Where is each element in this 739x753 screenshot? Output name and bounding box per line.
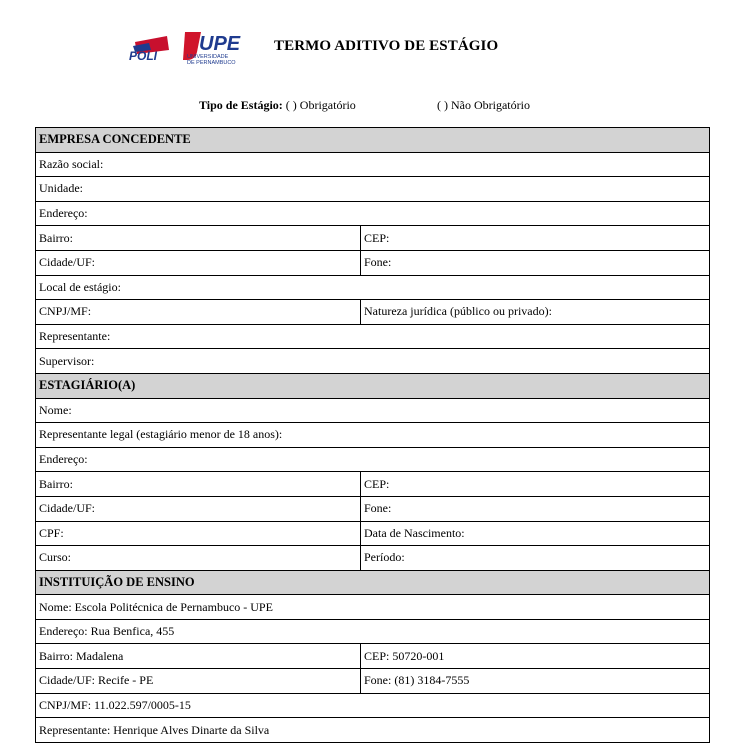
form-row [36, 595, 710, 620]
form-row [36, 324, 710, 349]
form-field[interactable]: CNPJ/MF: [36, 300, 361, 325]
logo-upe-sub2: DE PERNAMBUCO [187, 60, 236, 66]
form-field[interactable]: Razão social: [36, 152, 710, 177]
document-title: TERMO ADITIVO DE ESTÁGIO [274, 38, 499, 54]
form-field[interactable]: Cidade/UF: Recife - PE [36, 669, 361, 694]
form-row [36, 619, 710, 644]
form-row [36, 423, 710, 448]
form-row [36, 718, 710, 743]
form-field[interactable]: Nome: [36, 398, 710, 423]
form-field[interactable]: Bairro: Madalena [36, 644, 361, 669]
form-field[interactable]: Unidade: [36, 177, 710, 202]
form-row [36, 669, 710, 694]
form-row [36, 201, 710, 226]
form-field[interactable]: CEP: [361, 226, 710, 251]
form-field[interactable]: Nome: Escola Politécnica de Pernambuco - UPE [36, 595, 710, 620]
logo-upe-sub1: UNIVERSIDADE [187, 54, 229, 60]
form-row [36, 693, 710, 718]
form-field[interactable]: Período: [361, 546, 710, 571]
form-row [36, 177, 710, 202]
section-title: EMPRESA CONCEDENTE [36, 128, 710, 153]
form-field[interactable]: CEP: 50720-001 [361, 644, 710, 669]
option-obrigatorio[interactable]: ( ) Obrigatório [285, 98, 356, 112]
form-field[interactable]: Representante: Henrique Alves Dinarte da Silva [36, 718, 710, 743]
form-row [36, 546, 710, 571]
form-field[interactable]: Curso: [36, 546, 361, 571]
poli-upe-logo [127, 30, 249, 66]
form-field[interactable]: Cidade/UF: [36, 496, 361, 521]
form-row [36, 275, 710, 300]
form-field[interactable]: Representante: [36, 324, 710, 349]
form-field[interactable]: Endereço: [36, 201, 710, 226]
form-field[interactable]: CEP: [361, 472, 710, 497]
form-row [36, 398, 710, 423]
form-row [36, 226, 710, 251]
section-header [36, 570, 710, 595]
form-row [36, 521, 710, 546]
form-field[interactable]: Local de estágio: [36, 275, 710, 300]
form-field[interactable]: Supervisor: [36, 349, 710, 374]
form-field[interactable]: Fone: [361, 250, 710, 275]
form-field[interactable]: Bairro: [36, 472, 361, 497]
form-row [36, 472, 710, 497]
form-field[interactable]: Data de Nascimento: [361, 521, 710, 546]
form-field[interactable]: Fone: (81) 3184-7555 [361, 669, 710, 694]
tipo-estagio [199, 98, 356, 113]
form-table [35, 127, 710, 743]
form-row [36, 300, 710, 325]
form-field[interactable]: Endereço: Rua Benfica, 455 [36, 619, 710, 644]
section-title: ESTAGIÁRIO(A) [36, 373, 710, 398]
form-field[interactable]: Fone: [361, 496, 710, 521]
form-row [36, 447, 710, 472]
logo-poli-text: POLI [129, 49, 158, 63]
option-nao-obrigatorio[interactable]: ( ) Não Obrigatório [437, 98, 530, 112]
form-field[interactable]: CNPJ/MF: 11.022.597/0005-15 [36, 693, 710, 718]
form-row [36, 644, 710, 669]
form-field[interactable]: Representante legal (estagiário menor de 18 anos): [36, 423, 710, 448]
section-header [36, 128, 710, 153]
logo [127, 30, 249, 66]
form-row [36, 250, 710, 275]
tipo-estagio-label: Tipo de Estágio: [199, 98, 283, 112]
form-field[interactable]: Bairro: [36, 226, 361, 251]
form-row [36, 152, 710, 177]
form-row [36, 349, 710, 374]
form-field[interactable]: Endereço: [36, 447, 710, 472]
logo-upe-text: UPE [199, 33, 241, 55]
form-field[interactable]: Natureza jurídica (público ou privado): [361, 300, 710, 325]
section-title: INSTITUIÇÃO DE ENSINO [36, 570, 710, 595]
form-field[interactable]: Cidade/UF: [36, 250, 361, 275]
section-header [36, 373, 710, 398]
form-row [36, 496, 710, 521]
form-field[interactable]: CPF: [36, 521, 361, 546]
